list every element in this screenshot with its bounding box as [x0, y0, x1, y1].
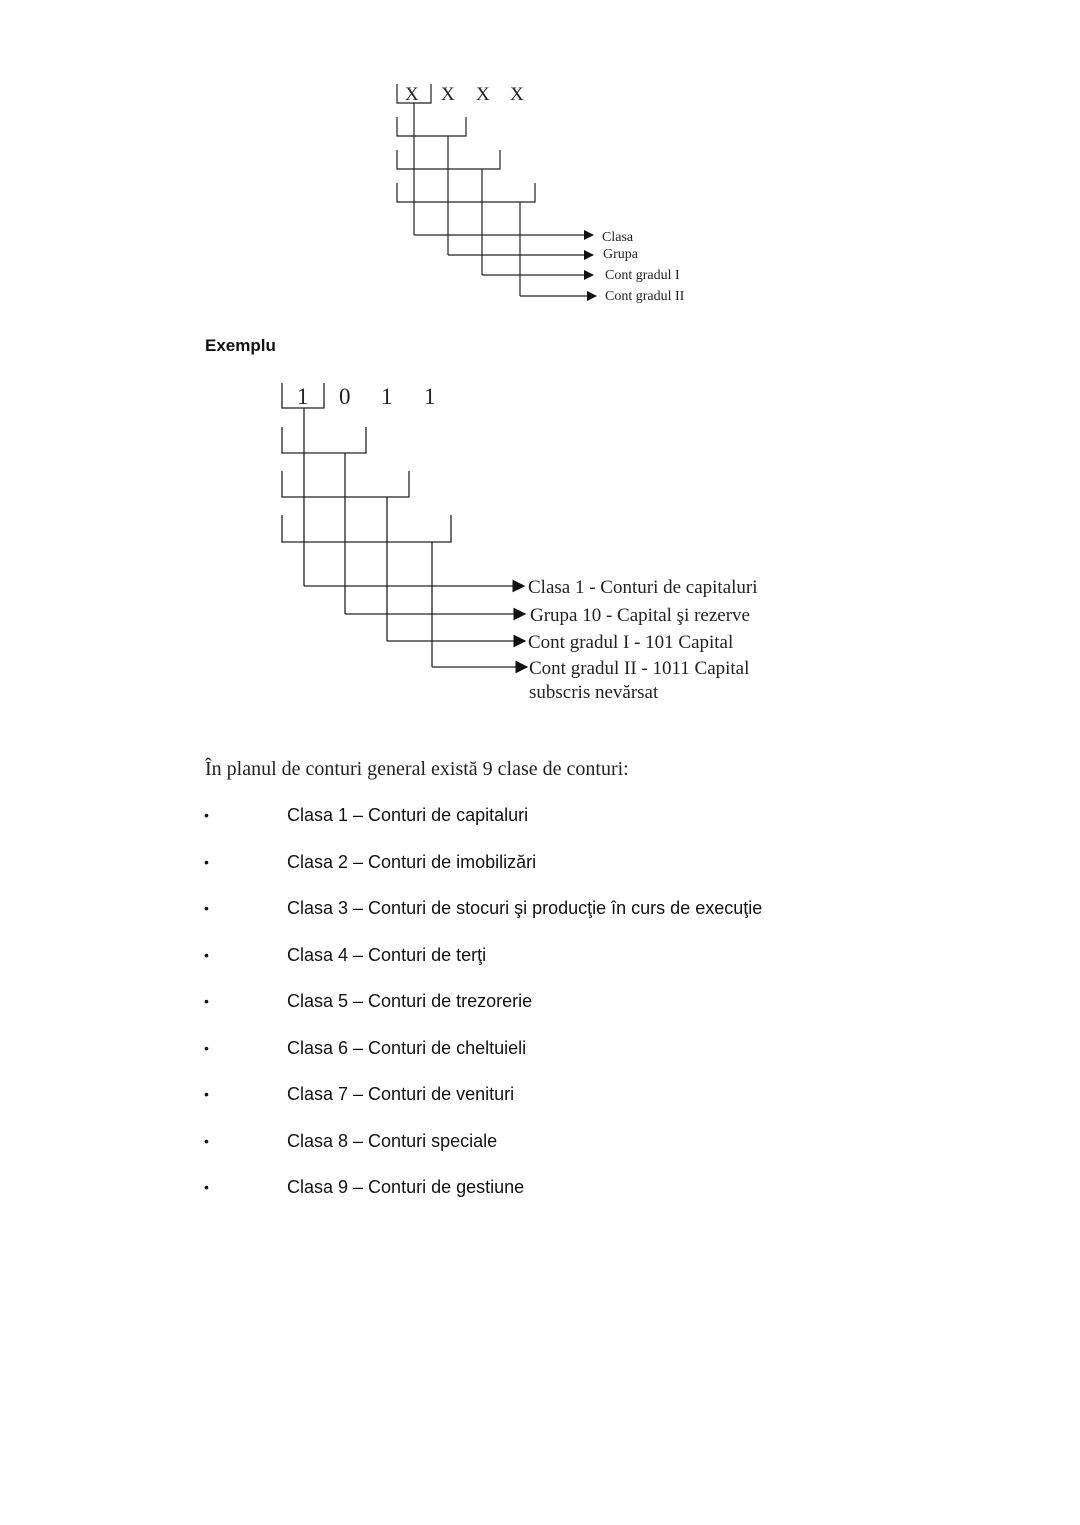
example-label-clasa: Clasa 1 - Conturi de capitaluri [528, 577, 758, 598]
list-item-label: Clasa 5 – Conturi de trezorerie [287, 991, 533, 1011]
diagram-digit: X [510, 84, 524, 105]
diagram-digit: X [405, 84, 419, 105]
bullet-icon: • [204, 1133, 209, 1149]
list-item [0, 1082, 900, 1106]
bullet-icon: • [204, 807, 209, 823]
list-item-label: Clasa 1 – Conturi de capitaluri [287, 805, 529, 825]
bullet-icon: • [204, 947, 209, 963]
list-item [0, 1175, 900, 1199]
diagram-digit: X [441, 84, 455, 105]
example-digit: 1 [424, 384, 436, 409]
list-item-label: Clasa 8 – Conturi speciale [287, 1131, 498, 1151]
list-item [0, 1036, 900, 1060]
exemplu-heading: Exemplu [205, 336, 276, 355]
bullet-icon: • [204, 1040, 209, 1056]
bullet-icon: • [204, 1086, 209, 1102]
bullet-icon: • [204, 854, 209, 870]
list-item-label: Clasa 9 – Conturi de gestiune [287, 1177, 525, 1197]
bullet-icon: • [204, 1179, 209, 1195]
list-item [0, 803, 900, 827]
example-label-cont-gradul-2: Cont gradul II - 1011 Capital [529, 658, 750, 679]
list-item-label: Clasa 2 – Conturi de imobilizări [287, 852, 537, 872]
example-account-diagram [0, 0, 1080, 720]
diagram-label-cont-gradul-1: Cont gradul I [605, 268, 680, 283]
list-item [0, 1129, 900, 1153]
list-item-label: Clasa 7 – Conturi de venituri [287, 1084, 515, 1104]
example-label-cont-gradul-1: Cont gradul I - 101 Capital [528, 632, 734, 653]
list-item-label: Clasa 6 – Conturi de cheltuieli [287, 1038, 527, 1058]
example-digit: 0 [339, 384, 351, 409]
list-item [0, 989, 900, 1013]
example-label-continuation: subscris nevărsat [529, 682, 659, 703]
example-label-grupa: Grupa 10 - Capital şi rezerve [530, 605, 750, 626]
list-item [0, 850, 900, 874]
diagram-digit: X [476, 84, 490, 105]
list-item [0, 943, 900, 967]
bullet-icon: • [204, 993, 209, 1009]
diagram-label-grupa: Grupa [603, 247, 638, 262]
list-item-label: Clasa 4 – Conturi de terţi [287, 945, 487, 965]
diagram-label-cont-gradul-2: Cont gradul II [605, 289, 685, 304]
diagram-label-clasa: Clasa [602, 230, 634, 245]
intro-paragraph: În planul de conturi general există 9 clase de conturi: [205, 758, 629, 780]
example-digit: 1 [297, 384, 309, 409]
list-item-label: Clasa 3 – Conturi de stocuri şi producţie în curs de execuţie [287, 898, 763, 918]
list-item [0, 896, 900, 920]
bullet-icon: • [204, 900, 209, 916]
example-digit: 1 [381, 384, 393, 409]
